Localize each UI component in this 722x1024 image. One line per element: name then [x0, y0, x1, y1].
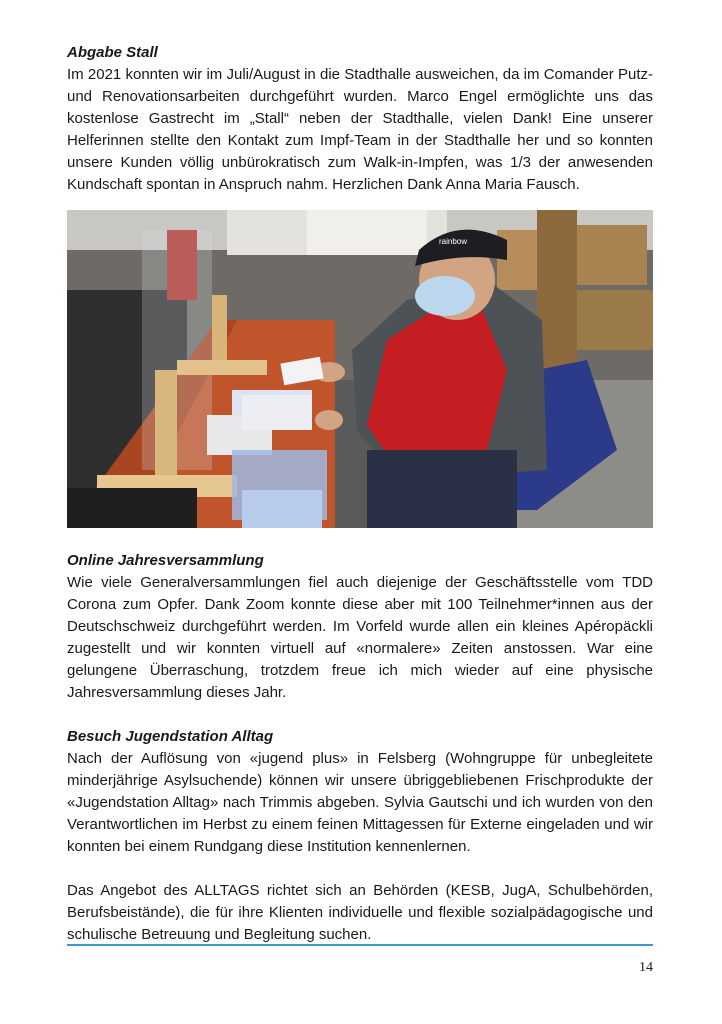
paragraph-besuch-jugendstation: Nach der Auflösung von «jugend plus» in Felsberg (Wohngruppe für unbegleitete minderjährige Asylsuchende) können wir unsere übriggebliebenen Frischprodukte der «Jugendstation Alltag» nach Trimmis abgeben. Sylvia Gautschi und ich wurden von den Verantwortlichen im Herbst zu einem feinen Mittagessen für Externe eingeladen und wir konnten bei einem Rundgang diese Institution kennenlernen.: [67, 750, 653, 855]
section-title-abgabe-stall: Abgabe Stall: [67, 44, 158, 61]
paragraph-angebot-alltag: Das Angebot des ALLTAGS richtet sich an Behörden (KESB, JugA, Schulbehörden, Berufsbeistände), die für ihre Klienten individuelle und flexible sozialpädagogische und schulische Betreuung und Begleitung suchen.: [67, 882, 653, 943]
photo-illustration: [67, 210, 653, 528]
document-page: [67, 42, 653, 946]
spacer: [67, 704, 653, 726]
page-number: 14: [639, 960, 653, 975]
paragraph-online-jahresversammlung: Wie viele Generalversammlungen fiel auch diejenige der Geschäftsstelle vom TDD Corona zum Opfer. Dank Zoom konnte diese aber mit 100 Teilnehmer*innen aus der Deutschschweiz durchgeführt werden. Im Vorfeld wurde allen ein kleines Apéropäckli zugestellt und wir konnten virtuell auf «normalere» Zeiten anstossen. War eine gelungene Überraschung, trotzdem freue ich mich wieder auf eine physische Jahresversammlung dieses Jahr.: [67, 574, 653, 701]
section-title-besuch-jugendstation: Besuch Jugendstation Alltag: [67, 728, 274, 745]
spacer: [67, 858, 653, 880]
section-title-online-jahresversammlung: Online Jahresversammlung: [67, 552, 264, 569]
photo-helper-at-table: [67, 210, 653, 528]
footer-divider: [67, 944, 653, 946]
paragraph-abgabe-stall: Im 2021 konnten wir im Juli/August in die Stadthalle ausweichen, da im Comander Putz- und Renovationsarbeiten durchgeführt wurden. Marco Engel ermöglichte uns das kostenlose Gastrecht im „Stall“ neben der Stadthalle, vielen Dank! Eine unserer Helferinnen stellte den Kontakt zum Impf-Team in der Stadthalle her und so konnten unsere Kunden völlig unbürokratisch zum Walk-in-Impfen, was 1/3 der anwesenden Kundschaft spontan in Anspruch nahm. Herzlichen Dank Anna Maria Fausch.: [67, 66, 653, 193]
cap-logo-text: rainbow: [439, 237, 468, 246]
